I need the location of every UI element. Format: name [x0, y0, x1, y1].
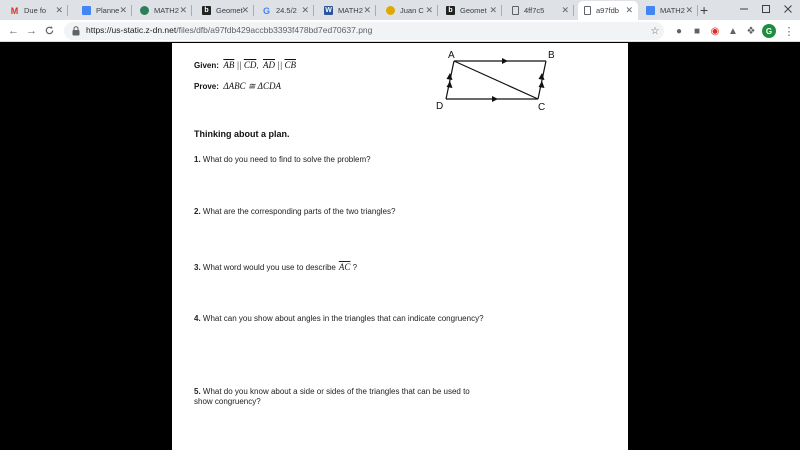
browser-tab[interactable] [134, 1, 192, 20]
vertex-label-c: C [538, 102, 546, 111]
tab-label: Due fo [24, 6, 47, 15]
question-number: 3. [194, 263, 201, 272]
tab-close-icon[interactable]: ✕ [561, 5, 569, 15]
tab-close-icon[interactable]: ✕ [241, 5, 249, 15]
maximize-icon[interactable] [760, 3, 772, 15]
vertex-label-a: A [448, 50, 455, 61]
brainly-icon: b [202, 6, 211, 15]
url-text[interactable] [86, 25, 372, 35]
browser-tab[interactable] [76, 1, 132, 20]
parallel-mark-icon [502, 58, 508, 64]
tab-close-icon[interactable]: ✕ [301, 5, 309, 15]
tab-label: 24.5/2 [276, 6, 297, 15]
extension-icon[interactable]: ❖ [746, 25, 756, 37]
tab-strip [0, 0, 800, 20]
given-label: Given: [194, 61, 219, 70]
plan-heading: Thinking about a plan. [194, 129, 290, 139]
parallel-symbol: || [277, 60, 283, 70]
app-icon [386, 6, 395, 15]
question-number: 2. [194, 207, 201, 216]
segment-ad-line [446, 61, 454, 99]
question-suffix: ? [352, 263, 358, 272]
browser-tab[interactable] [440, 1, 502, 20]
tab-separator [191, 5, 192, 16]
url-host: https://us-static.z-dn.net [86, 25, 177, 35]
more-menu-icon[interactable]: ⋮ [783, 25, 795, 38]
image-viewer [0, 43, 800, 450]
question-1 [194, 155, 494, 165]
page-icon [512, 6, 519, 15]
tab-label: a97fdb [596, 6, 619, 15]
question-5 [194, 387, 479, 407]
question-number: 4. [194, 314, 201, 323]
lock-icon [72, 26, 80, 36]
tab-label: MATH2 [338, 6, 363, 15]
prove-label: Prove: [194, 82, 219, 91]
tab-close-icon[interactable]: ✕ [489, 5, 497, 15]
tab-close-icon[interactable]: ✕ [119, 5, 127, 15]
classroom-icon [140, 6, 149, 15]
browser-tab[interactable] [318, 1, 376, 20]
vertex-label-d: D [436, 101, 444, 111]
tab-close-icon[interactable]: ✕ [685, 5, 693, 15]
question-text: What word would you use to describe [202, 263, 336, 272]
address-bar[interactable] [64, 22, 664, 40]
question-2 [194, 207, 494, 217]
parallel-mark-icon [539, 81, 545, 88]
segment-cd: $\overline{CD}$ [243, 60, 257, 70]
profile-avatar[interactable]: G [762, 24, 776, 38]
tab-separator [67, 5, 68, 16]
vertex-label-b: B [548, 50, 555, 61]
given-statement [194, 60, 296, 70]
tab-label: MATH2 [660, 6, 685, 15]
prove-statement [194, 81, 281, 92]
question-text: What are the corresponding parts of the two triangles? [202, 207, 396, 216]
question-text: What do you know about a side or sides of the triangles that can be used to show congruency? [194, 387, 470, 406]
tab-label: MATH2 [154, 6, 179, 15]
browser-tab[interactable] [4, 1, 68, 20]
tab-close-icon[interactable]: ✕ [625, 5, 633, 15]
browser-tab[interactable] [380, 1, 438, 20]
segment-bc-line [538, 61, 546, 99]
comma: , [256, 61, 259, 70]
tab-separator [573, 5, 574, 16]
tab-label: Geomet [216, 6, 243, 15]
gmail-icon: M [10, 5, 19, 16]
tab-separator [437, 5, 438, 16]
tab-separator [375, 5, 376, 16]
tab-separator [131, 5, 132, 16]
word-icon: W [325, 7, 332, 14]
extension-icon[interactable]: ■ [693, 25, 701, 37]
prove-text: ΔABC ≅ ΔCDA [223, 81, 281, 91]
extension-icon[interactable]: ▲ [728, 25, 738, 37]
segment-ab: $\overline{AB}$ [223, 60, 235, 70]
url-path: /files/dfb/a97fdb429accbb3393f478bd7ed70637.png [176, 25, 373, 35]
docs-icon [646, 6, 655, 15]
bookmark-star-icon[interactable]: ☆ [650, 25, 660, 37]
segment-cb: $\overline{CB}$ [284, 60, 296, 70]
back-arrow-icon[interactable]: ← [8, 25, 19, 37]
brainly-icon: b [446, 6, 455, 15]
parallelogram-figure [430, 49, 560, 111]
question-text: What do you need to find to solve the problem? [202, 155, 371, 164]
tab-close-icon[interactable]: ✕ [55, 5, 63, 15]
extension-icon[interactable]: ◉ [710, 25, 720, 37]
question-text: What can you show about angles in the triangles that can indicate congruency? [202, 314, 484, 323]
tab-label: Geomet [460, 6, 487, 15]
tab-label: Planne [96, 6, 120, 15]
minimize-icon[interactable] [738, 3, 750, 15]
docs-icon [82, 6, 91, 15]
question-number: 5. [194, 387, 201, 396]
browser-tab[interactable] [506, 1, 574, 20]
tab-separator [313, 5, 314, 16]
segment-ad: $\overline{AD}$ [263, 60, 276, 70]
question-3 [194, 262, 494, 273]
browser-tab[interactable] [196, 1, 254, 20]
google-icon: G [262, 5, 270, 16]
forward-arrow-icon[interactable]: → [26, 25, 37, 37]
window-close-icon[interactable] [782, 3, 794, 15]
question-number: 1. [194, 155, 201, 164]
tab-separator [697, 5, 698, 16]
tab-separator [253, 5, 254, 16]
tab-label: Juan C [400, 6, 424, 15]
worksheet-image [172, 43, 628, 450]
new-tab-button[interactable]: + [700, 2, 709, 18]
tab-close-icon[interactable]: ✕ [179, 5, 187, 15]
reload-icon[interactable] [44, 25, 55, 36]
browser-toolbar [0, 20, 800, 42]
browser-tab[interactable] [256, 1, 314, 20]
parallel-mark-icon [492, 96, 498, 102]
tab-close-icon[interactable]: ✕ [363, 5, 371, 15]
browser-tab[interactable] [640, 1, 698, 20]
parallel-mark-icon [447, 81, 453, 88]
extension-icon[interactable]: ● [675, 25, 683, 37]
diagonal-ac-line [454, 61, 538, 99]
tab-close-icon[interactable]: ✕ [425, 5, 433, 15]
tab-label: 4ff7c5 [524, 6, 545, 15]
parallel-symbol: || [236, 60, 242, 70]
question-4 [194, 314, 494, 324]
browser-tab[interactable] [578, 1, 638, 20]
page-icon [584, 6, 591, 15]
tab-separator [501, 5, 502, 16]
segment-ac: $\overline{AC}$ [338, 262, 351, 272]
